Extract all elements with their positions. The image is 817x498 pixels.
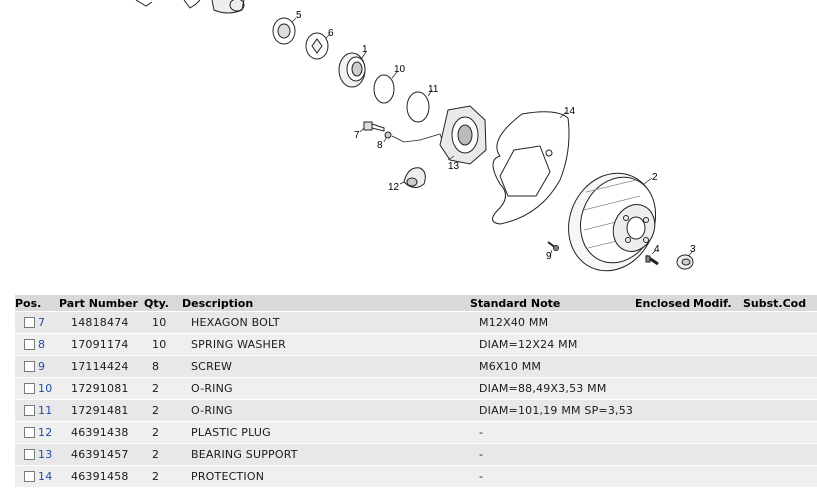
enclosed (635, 444, 693, 466)
standard-note: DIAM=12X24 MM (479, 338, 578, 351)
table-row (15, 422, 817, 444)
table-row (15, 334, 817, 356)
modif (693, 400, 743, 422)
header-qty[interactable]: Qty. (144, 295, 182, 312)
description: PROTECTION (191, 470, 265, 483)
table-row (15, 466, 817, 488)
part-7-bolt (364, 122, 384, 131)
subst-code (743, 312, 817, 334)
table-row (15, 378, 817, 400)
part-number: 46391458 (71, 470, 129, 483)
part-number: 17114424 (71, 360, 129, 373)
pos-link[interactable]: 13 (38, 448, 53, 462)
part-8-washer (385, 132, 391, 138)
callout-7: 7 (354, 130, 360, 141)
callout-8: 8 (377, 140, 383, 151)
description: O-RING (191, 382, 233, 395)
pos-link[interactable]: 11 (38, 404, 53, 418)
qty: 2 (152, 448, 160, 461)
part-10-o-ring (374, 75, 394, 103)
header-standard-note[interactable]: Standard Note (470, 295, 635, 312)
callout-9: 9 (546, 251, 552, 262)
table-header-row (15, 295, 817, 312)
part-9-screw (548, 242, 559, 251)
standard-note: M6X10 MM (479, 360, 542, 373)
description: SPRING WASHER (191, 338, 286, 351)
description: SCREW (191, 360, 233, 373)
enclosed (635, 422, 693, 444)
callout-2: 2 (652, 172, 658, 183)
part-4-stud (646, 256, 658, 264)
table-row (15, 312, 817, 334)
subst-code (743, 400, 817, 422)
pos-cell (15, 400, 59, 422)
modif (693, 466, 743, 488)
qty: 2 (152, 470, 160, 483)
subst-code (743, 334, 817, 356)
enclosed (635, 356, 693, 378)
row-checkbox[interactable] (24, 317, 35, 328)
qty: 8 (152, 360, 160, 373)
header-enclosed[interactable]: Enclosed (635, 295, 693, 312)
part-12-plastic-plug (404, 168, 425, 188)
parts-table (15, 295, 817, 487)
qty: 2 (152, 404, 160, 417)
header-pos[interactable]: Pos. (15, 295, 59, 312)
part-5-seal (273, 18, 295, 44)
part-number: 46391438 (71, 426, 129, 439)
shaft-fragment (136, 0, 244, 13)
part-11-o-ring (407, 92, 429, 122)
modif (693, 422, 743, 444)
pos-link[interactable]: 8 (38, 338, 46, 352)
part-6-ring (306, 33, 328, 59)
table-row (15, 356, 817, 378)
modif (693, 334, 743, 356)
enclosed (635, 466, 693, 488)
pos-link[interactable]: 14 (38, 470, 53, 484)
callout-6: 6 (328, 28, 334, 39)
pos-cell (15, 334, 59, 356)
pos-cell (15, 466, 59, 488)
subst-code (743, 378, 817, 400)
description: O-RING (191, 404, 233, 417)
standard-note: - (479, 426, 484, 439)
callout-10: 10 (394, 64, 406, 75)
subst-code (743, 444, 817, 466)
subst-code (743, 356, 817, 378)
callout-4: 4 (654, 244, 660, 255)
callout-1: 1 (362, 44, 368, 55)
header-description[interactable]: Description (182, 295, 470, 312)
qty: 2 (152, 426, 160, 439)
description: BEARING SUPPORT (191, 448, 298, 461)
part-1-bearing (339, 53, 365, 87)
subst-code (743, 466, 817, 488)
enclosed (635, 312, 693, 334)
header-subst-code[interactable]: Subst.Cod (743, 295, 817, 312)
modif (693, 356, 743, 378)
part-13-bearing-support (392, 106, 486, 164)
pos-cell (15, 312, 59, 334)
pos-link[interactable]: 10 (38, 382, 53, 396)
table-row (15, 444, 817, 466)
pos-link[interactable]: 12 (38, 426, 53, 440)
pos-cell (15, 378, 59, 400)
row-checkbox[interactable] (24, 339, 35, 350)
callout-11: 11 (428, 84, 439, 95)
modif (693, 312, 743, 334)
callout-12: 12 (388, 182, 400, 193)
callout-5: 5 (296, 10, 302, 21)
callout-13: 13 (448, 161, 460, 172)
description: HEXAGON BOLT (191, 316, 280, 329)
table-row (15, 400, 817, 422)
part-number: 17291481 (71, 404, 129, 417)
header-part-number[interactable]: Part Number (59, 295, 144, 312)
row-checkbox[interactable] (24, 405, 35, 416)
callout-3: 3 (690, 244, 696, 255)
header-modif[interactable]: Modif. (693, 295, 743, 312)
row-checkbox[interactable] (24, 471, 35, 482)
standard-note: M12X40 MM (479, 316, 549, 329)
enclosed (635, 334, 693, 356)
part-number: 46391457 (71, 448, 129, 461)
row-checkbox[interactable] (24, 449, 35, 460)
part-number: 17291081 (71, 382, 129, 395)
pos-cell (15, 422, 59, 444)
qty: 10 (152, 316, 167, 329)
callout-14: 14 (564, 106, 576, 117)
modif (693, 378, 743, 400)
description: PLASTIC PLUG (191, 426, 271, 439)
pos-link[interactable]: 9 (38, 360, 46, 374)
pos-link[interactable]: 7 (38, 316, 46, 330)
enclosed (635, 378, 693, 400)
pos-cell (15, 444, 59, 466)
part-14-protection-shield (492, 112, 569, 224)
standard-note: DIAM=101,19 MM SP=3,53 (479, 404, 634, 417)
row-checkbox[interactable] (24, 427, 35, 438)
row-checkbox[interactable] (24, 383, 35, 394)
qty: 10 (152, 338, 167, 351)
part-number: 14818474 (71, 316, 129, 329)
standard-note: - (479, 470, 484, 483)
part-3-cap (677, 255, 693, 269)
standard-note: DIAM=88,49X3,53 MM (479, 382, 607, 395)
part-number: 17091174 (71, 338, 129, 351)
subst-code (743, 422, 817, 444)
qty: 2 (152, 382, 160, 395)
row-checkbox[interactable] (24, 361, 35, 372)
modif (693, 444, 743, 466)
standard-note: - (479, 448, 484, 461)
pos-cell (15, 356, 59, 378)
enclosed (635, 400, 693, 422)
